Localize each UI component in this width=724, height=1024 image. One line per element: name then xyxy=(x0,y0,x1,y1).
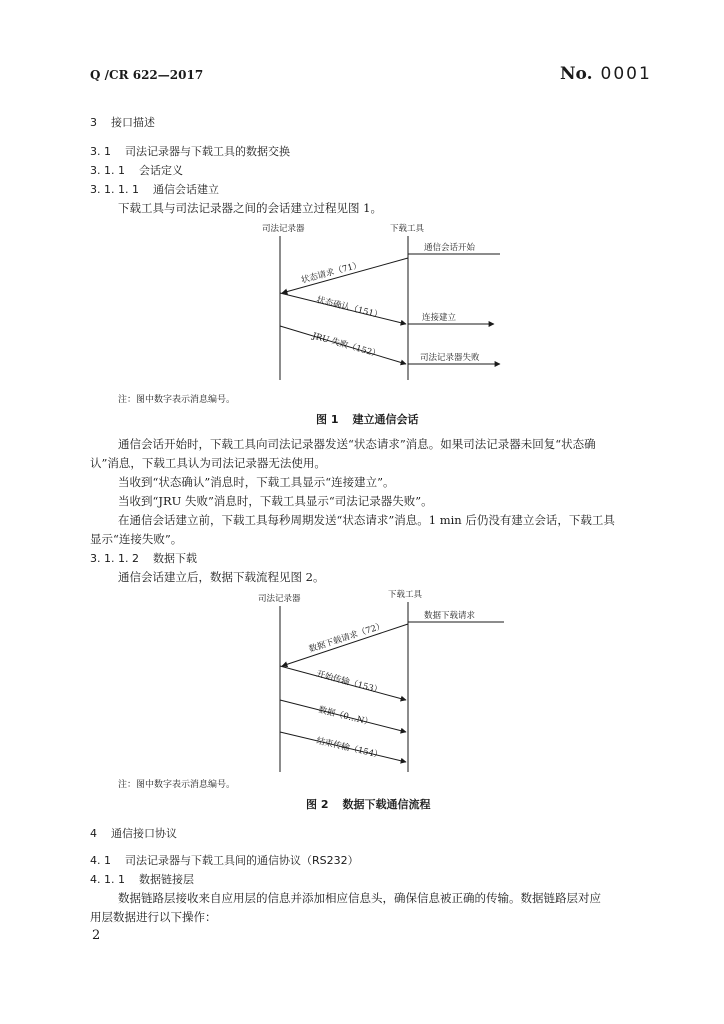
fig1-msg1-label: 状态请求（71） xyxy=(300,260,363,286)
section-number: 3. 1. 1. 1 xyxy=(90,183,139,196)
section-title: 会话定义 xyxy=(138,164,183,177)
section-4-heading xyxy=(90,825,177,841)
section-3-1-1-2-heading xyxy=(90,550,197,566)
section-number: 4. 1. 1 xyxy=(90,873,125,886)
fig1-caption xyxy=(316,411,418,427)
fig1-event-start: 通信会话开始 xyxy=(424,243,476,253)
fig1-msg3-label: JRU 失败（152） xyxy=(311,331,382,361)
fig1-event-connect: 连接建立 xyxy=(422,313,457,323)
fig2-event-start: 数据下载请求 xyxy=(424,611,476,621)
fig2-msg4-label: 结束传输（154） xyxy=(315,736,384,762)
fig1-note: 注：图中数字表示消息编号。 xyxy=(118,395,236,405)
section-4-1-heading xyxy=(90,852,359,868)
fig1-msg2-label: 状态确认（151） xyxy=(315,295,383,322)
paragraph-2-line-2: 认”消息，下载工具认为司法记录器无法使用。 xyxy=(90,456,326,470)
figure-2-sequence-diagram xyxy=(230,586,530,776)
document-number xyxy=(560,64,652,84)
section-title: 通信会话建立 xyxy=(152,183,219,196)
caption-number: 图 1 xyxy=(316,413,339,426)
section-number: 3. 1. 1. 2 xyxy=(90,552,139,565)
figure-1-sequence-diagram xyxy=(230,218,530,388)
fig2-msg1-label: 数据下载请求（72） xyxy=(307,620,386,655)
fig1-right-lifeline-label: 下载工具 xyxy=(390,224,425,234)
section-title: 司法记录器与下载工具间的通信协议（RS232） xyxy=(125,854,359,867)
section-title: 司法记录器与下载工具的数据交换 xyxy=(125,145,290,158)
fig2-caption xyxy=(306,796,430,812)
caption-title: 数据下载通信流程 xyxy=(342,798,431,811)
section-number: 4 xyxy=(90,827,97,840)
fig2-left-lifeline-label: 司法记录器 xyxy=(258,594,301,604)
section-3-1-1-heading xyxy=(90,162,183,178)
section-title: 数据链接层 xyxy=(138,873,194,886)
paragraph-fig1-intro: 下载工具与司法记录器之间的会话建立过程见图 1。 xyxy=(118,201,382,215)
fig1-event-fail: 司法记录器失败 xyxy=(420,353,480,363)
fig2-right-lifeline-label: 下载工具 xyxy=(388,590,423,600)
paragraph-4: 当收到“JRU 失败”消息时，下载工具显示“司法记录器失败”。 xyxy=(118,494,433,508)
section-title: 通信接口协议 xyxy=(111,827,177,840)
section-title: 数据下载 xyxy=(152,552,197,565)
caption-number: 图 2 xyxy=(306,798,329,811)
no-value: 0001 xyxy=(600,64,652,84)
paragraph-7-line-1: 数据链路层接收来自应用层的信息并添加相应信息头，确保信息被正确的传输。数据链路层对应 xyxy=(118,891,601,905)
section-number: 4. 1 xyxy=(90,854,111,867)
page-number: 2 xyxy=(92,928,101,943)
fig2-msg2-label: 开始传输（153） xyxy=(315,669,383,697)
section-title: 接口描述 xyxy=(111,116,155,129)
section-3-1-heading xyxy=(90,143,290,159)
section-4-1-1-heading xyxy=(90,871,194,887)
section-number: 3 xyxy=(90,116,97,129)
paragraph-2-line-1: 通信会话开始时，下载工具向司法记录器发送“状态请求”消息。如果司法记录器未回复“状态确 xyxy=(118,437,596,451)
paragraph-fig2-intro: 通信会话建立后，数据下载流程见图 2。 xyxy=(118,570,325,584)
section-3-heading xyxy=(90,114,155,130)
paragraph-7-line-2: 用层数据进行以下操作： xyxy=(90,910,217,924)
fig2-note: 注：图中数字表示消息编号。 xyxy=(118,780,236,790)
paragraph-5-line-2: 显示“连接失败”。 xyxy=(90,532,183,546)
paragraph-5-line-1: 在通信会话建立前，下载工具每秒周期发送“状态请求”消息。1 min 后仍没有建立会话，下载工具 xyxy=(118,513,615,527)
fig2-msg1-arrow xyxy=(282,624,408,666)
section-3-1-1-1-heading xyxy=(90,181,219,197)
fig2-msg3-label: 数据（0…N） xyxy=(317,705,374,729)
standard-number: Q /CR 622—2017 xyxy=(90,68,204,82)
section-number: 3. 1. 1 xyxy=(90,164,125,177)
paragraph-3: 当收到“状态确认”消息时，下载工具显示“连接建立”。 xyxy=(118,475,395,489)
section-number: 3. 1 xyxy=(90,145,111,158)
no-label: No. xyxy=(560,64,593,84)
fig1-left-lifeline-label: 司法记录器 xyxy=(262,224,305,234)
caption-title: 建立通信会话 xyxy=(352,413,419,426)
